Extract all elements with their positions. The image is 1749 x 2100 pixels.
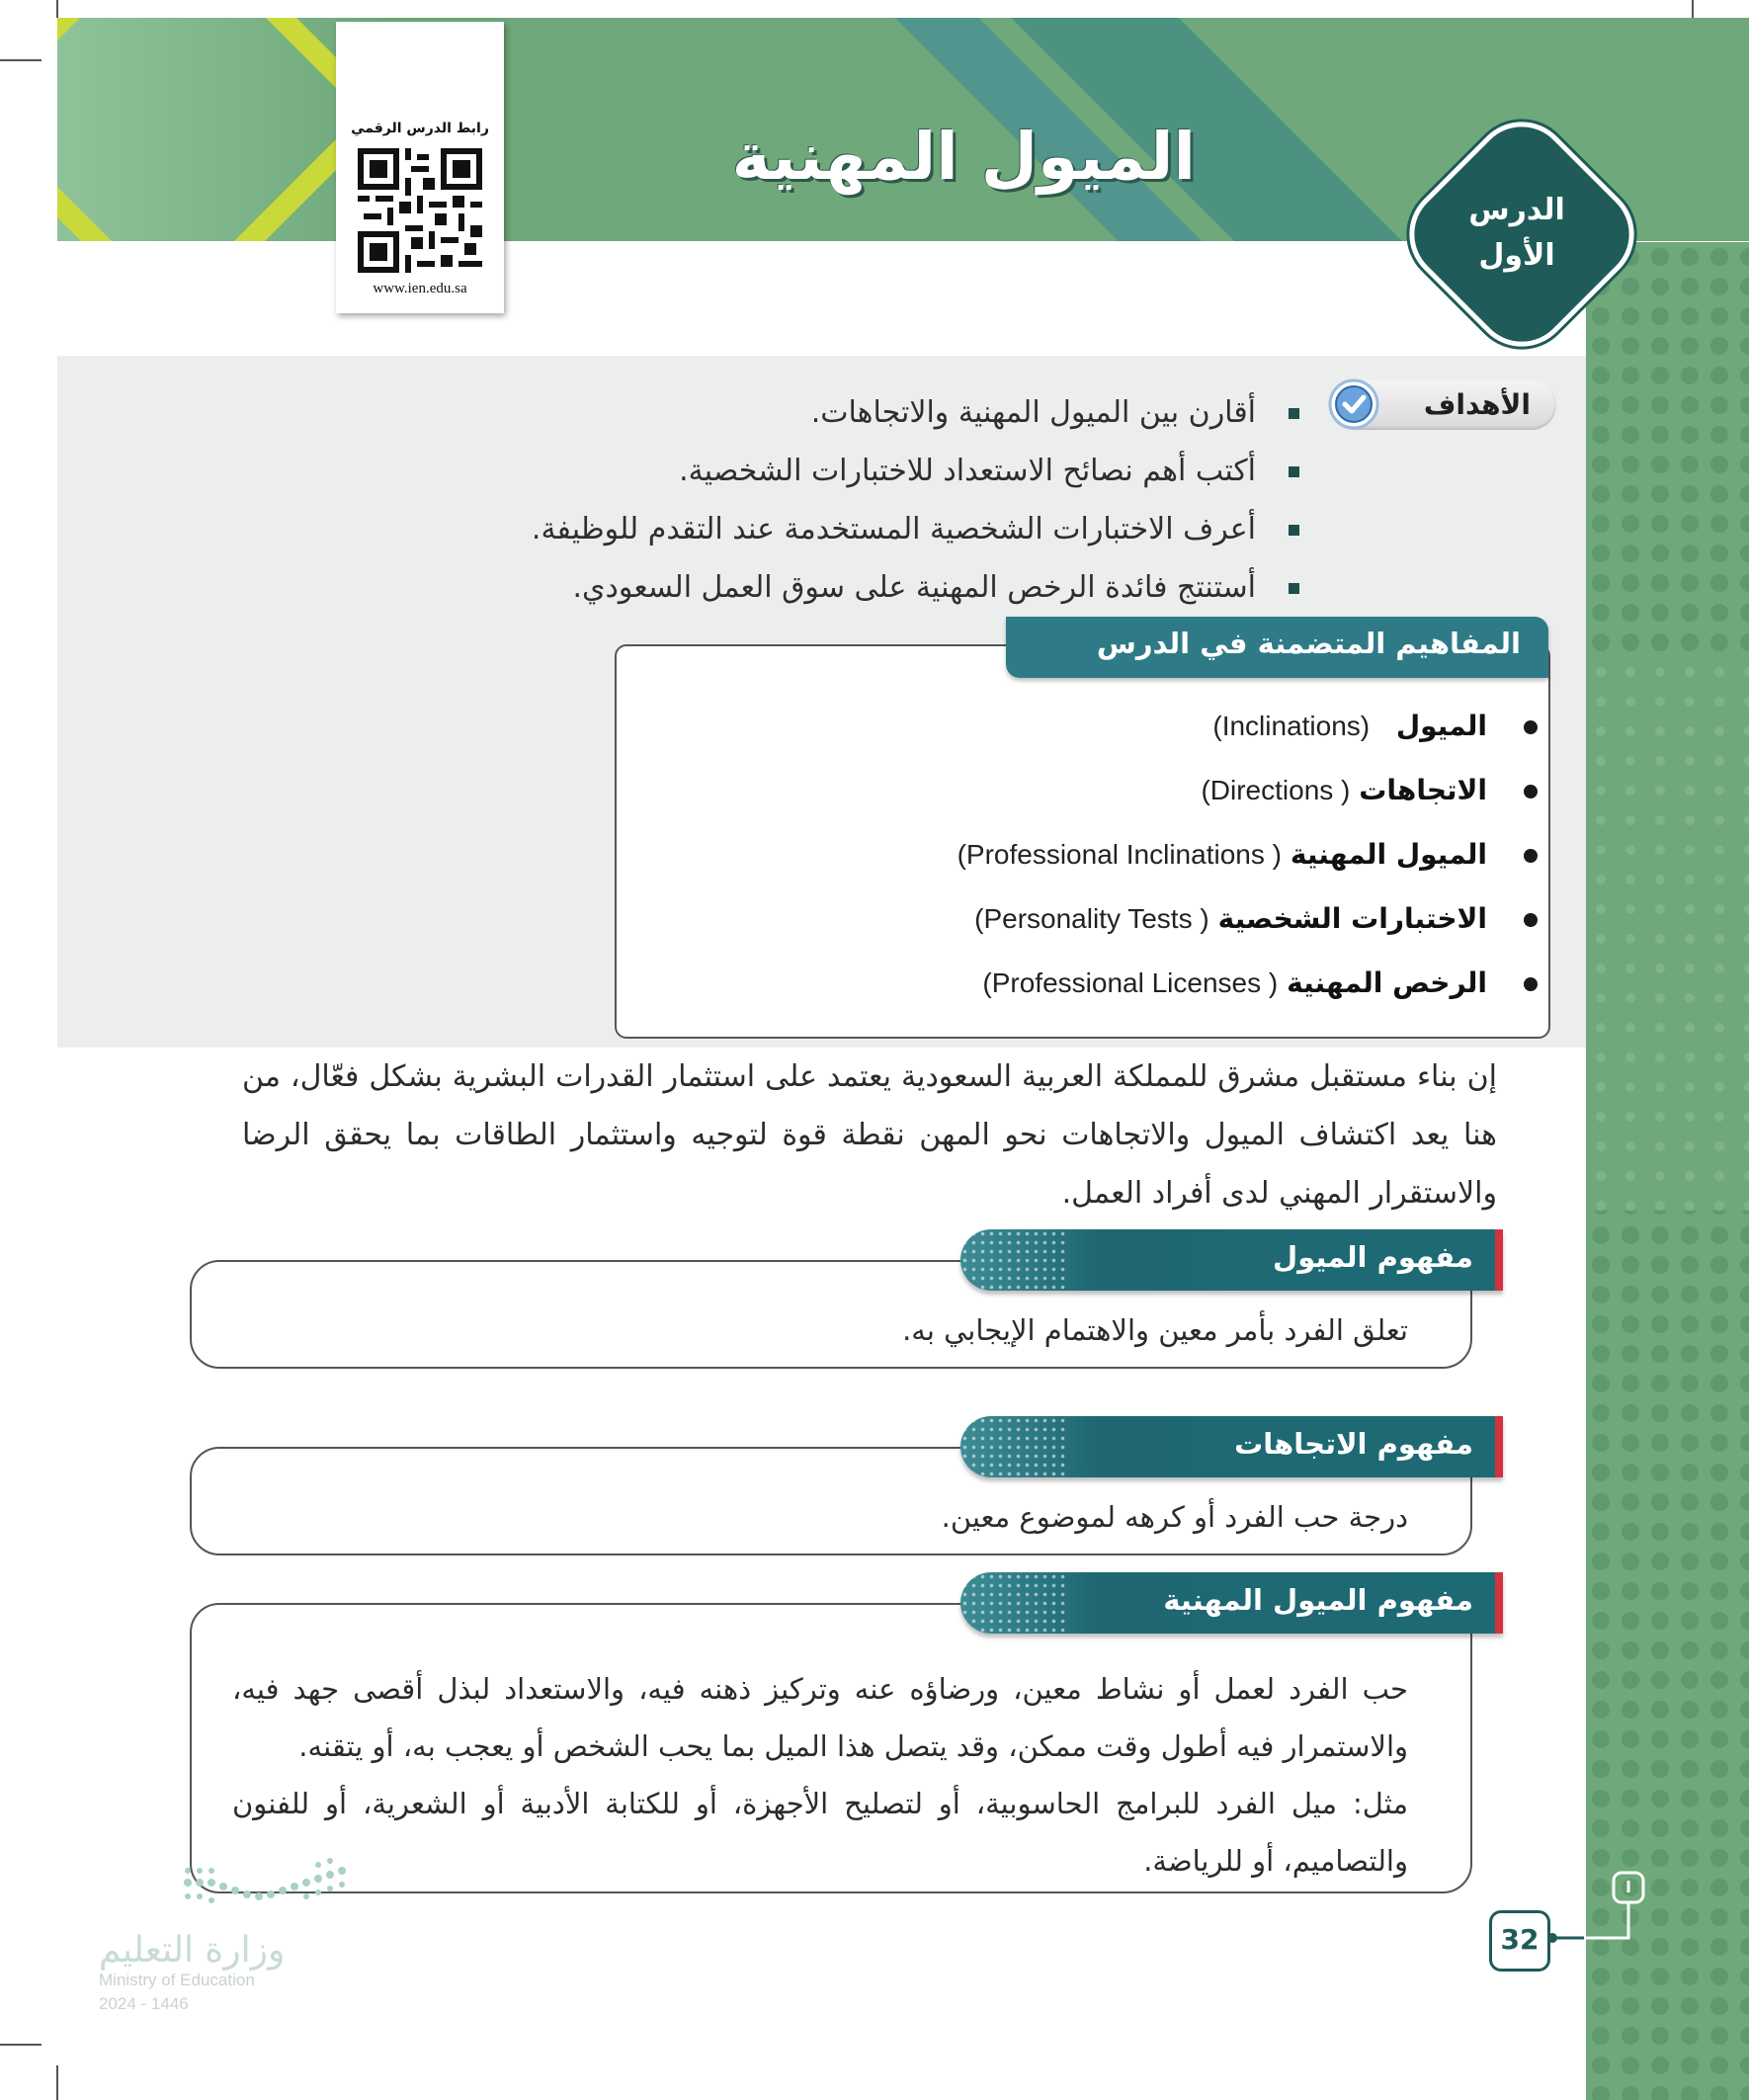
concept-item [652,761,1541,825]
concept-item [652,954,1541,1018]
concept-ar: الميول المهنية [1290,838,1487,871]
crop-mark [56,2065,58,2100]
crop-mark [0,59,42,61]
objective-item: أكتب أهم نصائح الاستعداد للاختبارات الشخصية. [410,442,1299,500]
edition-year: 2024 - 1446 [99,1994,189,2013]
objectives-list [410,383,1299,617]
concept-en: ( Professional Inclinations) [957,839,1282,870]
concepts-heading-text: المفاهيم المتضمنة في الدرس [1096,627,1521,660]
crop-mark [0,2044,42,2046]
definition-heading-directions [960,1416,1503,1477]
dotted-side-strip [1586,242,1749,2100]
lesson-number-badge [1428,140,1606,318]
crop-mark [1692,0,1694,18]
concepts-list [652,697,1541,1018]
concept-item [652,697,1541,761]
checkmark-icon [1327,378,1380,431]
qr-url[interactable]: www.ien.edu.sa [373,281,467,296]
definition-text: تعلق الفرد بأمر معين والاهتمام الإيجابي به. [902,1313,1408,1347]
ministry-name-en: Ministry of Education [99,1971,255,1989]
ministry-logo-icon [178,1853,356,1922]
objectives-label: الأهداف [1423,388,1531,421]
concept-ar: الاتجاهات [1359,774,1487,806]
badge-line-2: الأول [1478,238,1555,273]
definition-title: مفهوم الاتجاهات [1234,1427,1473,1461]
definition-example: مثل: ميل الفرد للبرامج الحاسوبية، أو لتصليح الأجهزة، أو للكتابة الأدبية أو الشعرية، أو للفنون والتصاميم، أو للرياضة. [232,1787,1408,1878]
definition-text: حب الفرد لعمل أو نشاط معين، ورضاؤه عنه وتركيز ذهنه فيه، والاستعداد لبذل أقصى جهد فيه، والاستمرار فيه أطول وقت ممكن، وقد يتصل هذا الميل بما يحب الشخص أو يعجب به، أو يتقنه. [232,1672,1408,1763]
concepts-heading [1006,617,1548,678]
lesson-title: الميول المهنية [731,119,1196,195]
qr-label: رابط الدرس الرقمي [351,121,489,136]
crop-mark [56,0,58,18]
concept-item [652,889,1541,954]
definition-title: مفهوم الميول المهنية [1163,1583,1473,1617]
concept-item [652,825,1541,889]
qr-card[interactable] [336,22,504,313]
badge-line-1: الدرس [1468,193,1565,227]
ministry-name-ar: وزارة التعليم [99,1930,286,1971]
definition-heading-professional [960,1572,1503,1634]
objectives-tag [1329,380,1556,430]
objective-item: أعرف الاختبارات الشخصية المستخدمة عند التقدم للوظيفة. [410,500,1299,558]
definition-text: درجة حب الفرد أو كرهه لموضوع معين. [941,1500,1408,1534]
concept-en: (Inclinations) [1212,711,1371,741]
page-connector-icon [1544,1863,1653,1952]
intro-paragraph: إن بناء مستقبل مشرق للمملكة العربية السعودية يعتمد على استثمار القدرات البشرية بشكل فعّال، من هنا يعد اكتشاف الميول والاتجاهات نحو المهن نقطة قوة لتوجيه واستثمار الطاقات بما يحقق الرضا والاستقرار المهني لدى أفراد العمل. [242,1059,1497,1211]
definition-title: مفهوم الميول [1273,1240,1473,1274]
concept-ar: الرخص المهنية [1287,966,1487,999]
concept-en: ( Personality Tests) [974,903,1209,934]
concept-en: ( Directions) [1201,775,1351,805]
definition-heading-inclinations [960,1229,1503,1291]
qr-code-icon[interactable] [358,148,482,273]
concept-ar: الاختبارات الشخصية [1217,902,1487,935]
page-number: 32 [1489,1910,1550,1972]
objective-item: أقارن بين الميول المهنية والاتجاهات. [410,383,1299,442]
concept-en: ( Professional Licenses) [982,967,1279,998]
objective-item: أستنتج فائدة الرخص المهنية على سوق العمل السعودي. [410,558,1299,617]
concept-ar: الميول [1395,710,1487,742]
